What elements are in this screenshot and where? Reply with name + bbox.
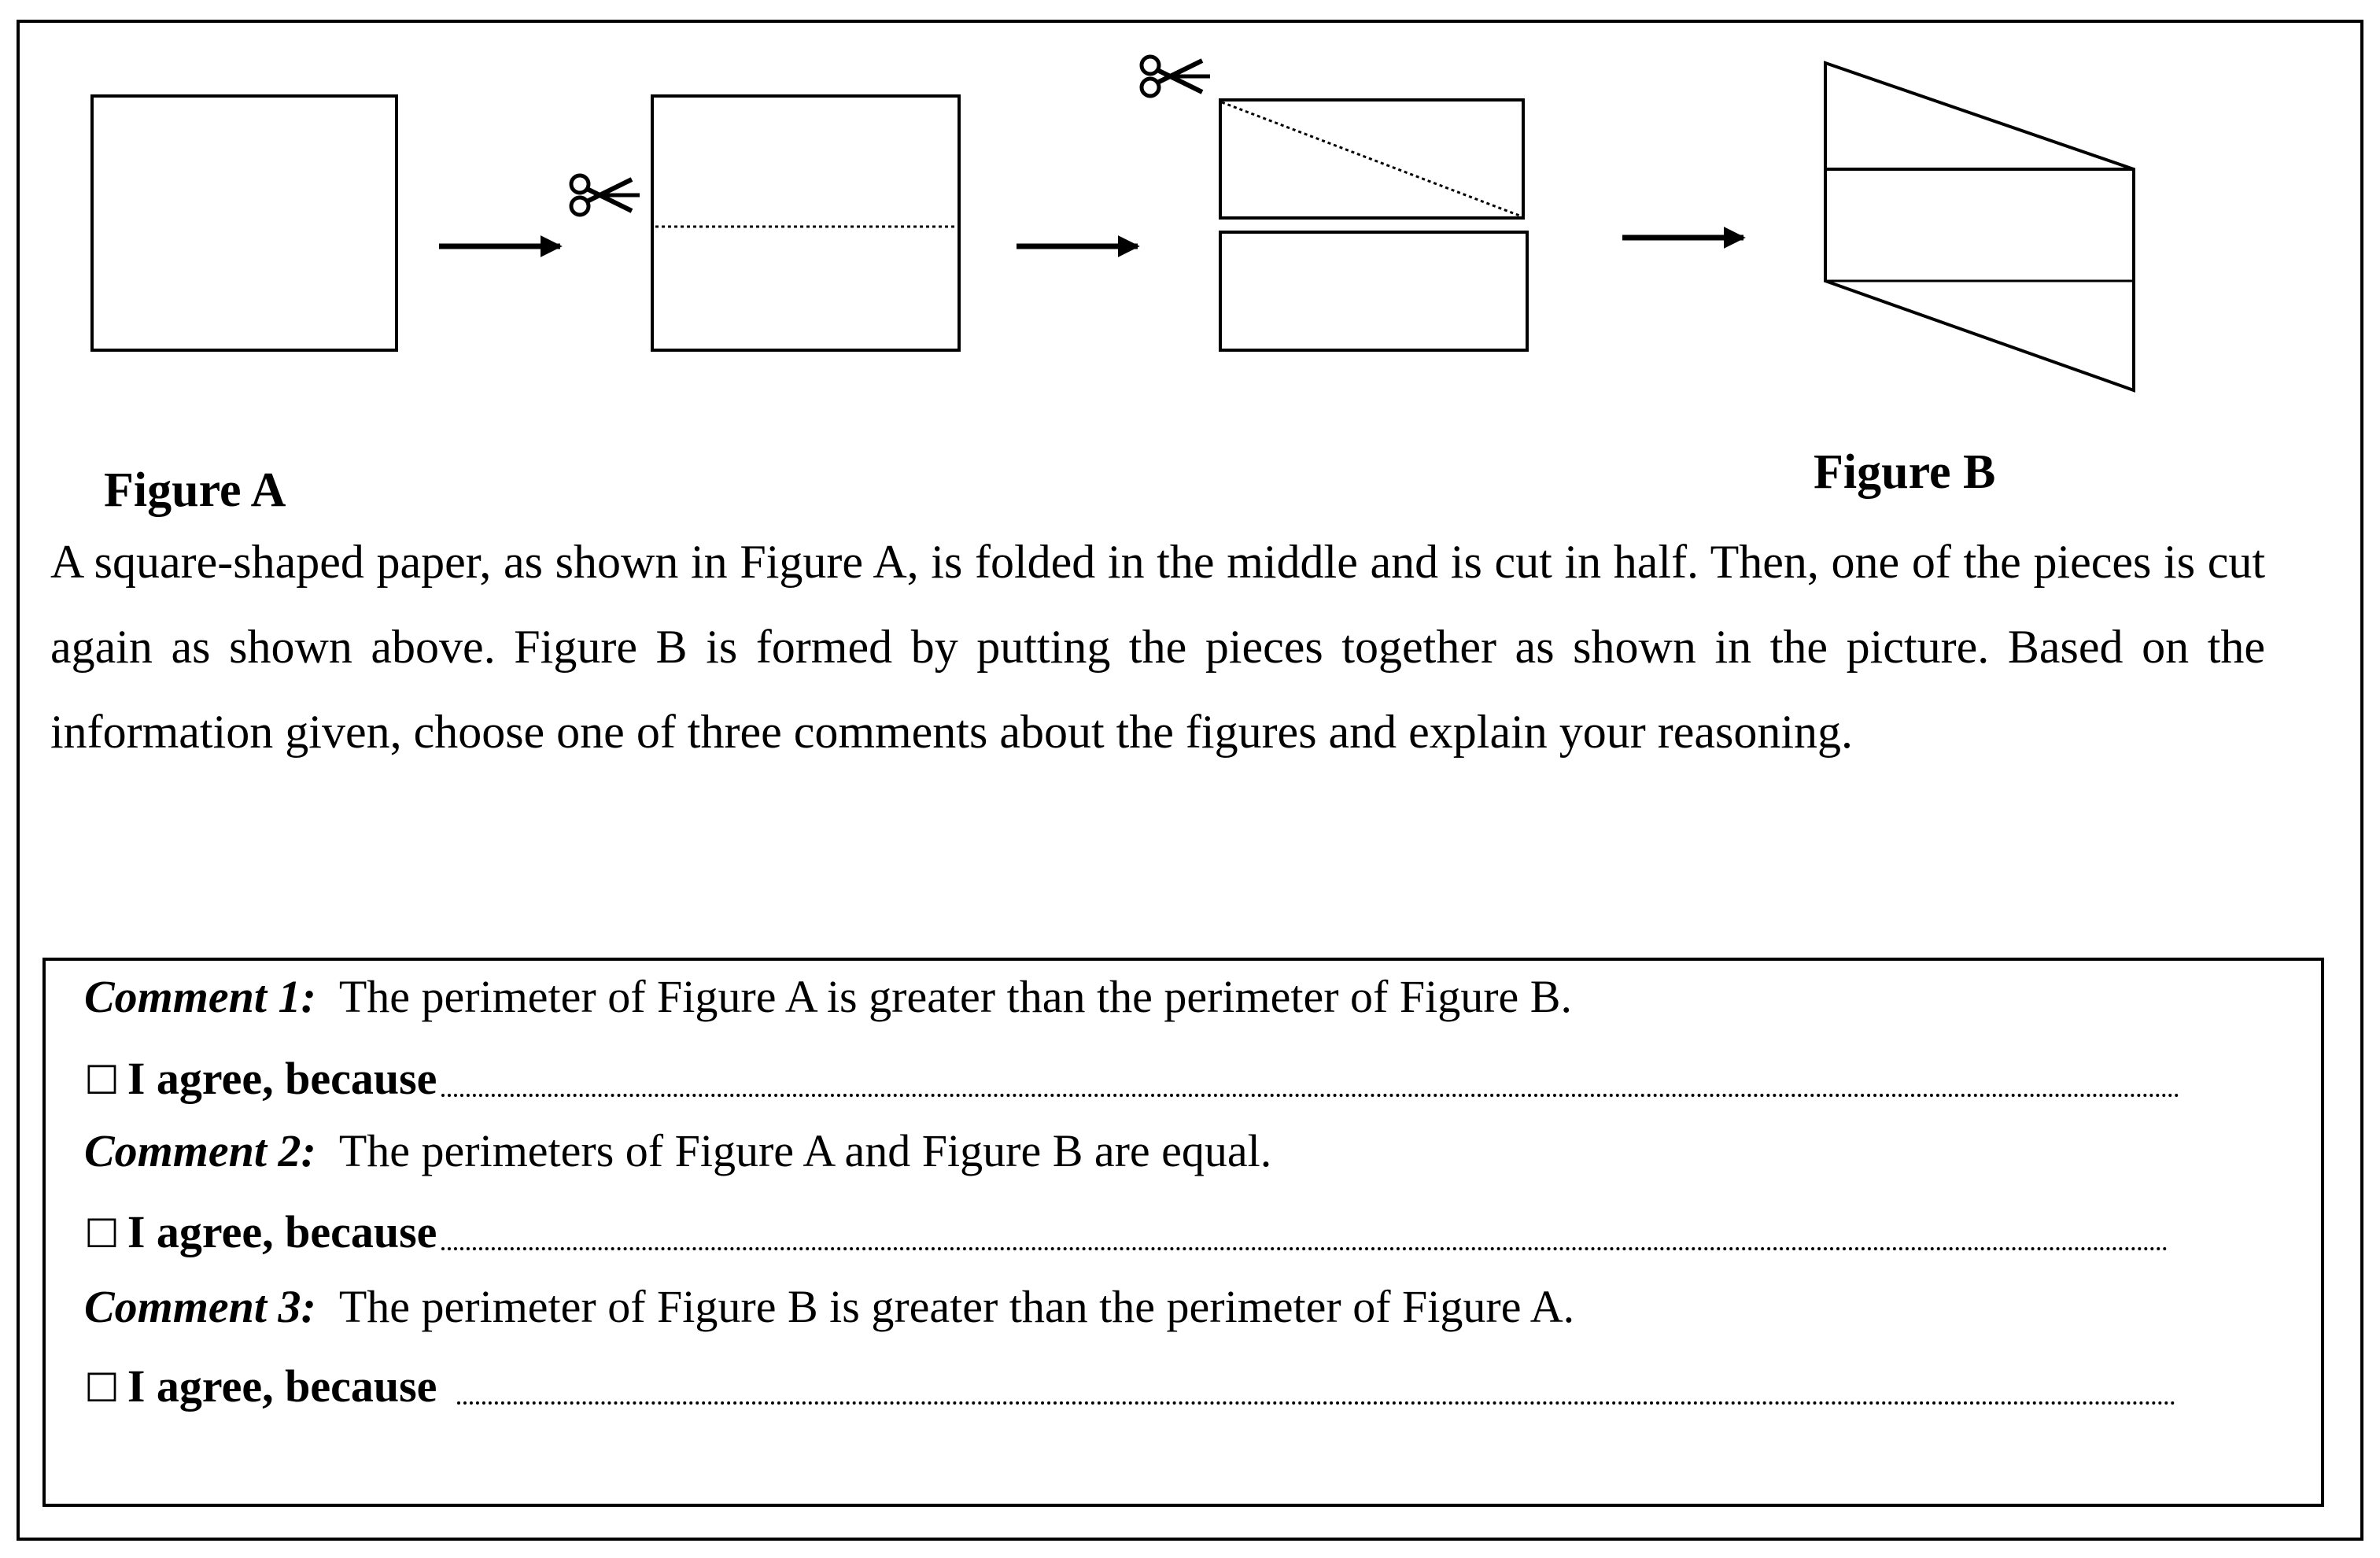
comment-label: Comment 3: bbox=[84, 1281, 316, 1332]
scissors-icon bbox=[571, 175, 640, 215]
problem-prompt: A square-shaped paper, as shown in Figure A, is folded in the middle and is cut in half. Then, one of the pieces is cut again as shown above. Figure B is formed by putting the pieces together as shown in the picture. Based on the information given, choose one of three comments about the figures and explain your reasoning. bbox=[50, 536, 2265, 758]
comment-text: The perimeter of Figure A is greater than the perimeter of Figure B. bbox=[338, 971, 1572, 1022]
comment-text: The perimeters of Figure A and Figure B are equal. bbox=[338, 1125, 1272, 1176]
comment-3 bbox=[84, 1281, 1575, 1332]
answer-line[interactable] bbox=[441, 1247, 2168, 1250]
comment-label: Comment 2: bbox=[84, 1125, 316, 1176]
agree-label: I agree, because bbox=[127, 1360, 437, 1412]
agree-label: I agree, because bbox=[127, 1053, 437, 1104]
comment-text: The perimeter of Figure B is greater than the perimeter of Figure A. bbox=[338, 1281, 1575, 1332]
folded-square bbox=[652, 96, 959, 350]
agree-row-2[interactable] bbox=[84, 1206, 2168, 1257]
agree-row-1[interactable] bbox=[84, 1053, 2180, 1104]
diagonal-cut-line bbox=[1222, 102, 1522, 216]
checkbox[interactable]: ☐ bbox=[84, 1366, 120, 1410]
bottom-half-piece bbox=[1220, 232, 1527, 350]
figure-b-label: Figure B bbox=[1814, 445, 1996, 499]
checkbox[interactable]: ☐ bbox=[84, 1212, 120, 1256]
figure-a-label: Figure A bbox=[104, 463, 286, 517]
comment-1 bbox=[84, 971, 1572, 1022]
answer-line[interactable] bbox=[457, 1401, 2176, 1405]
agree-row-3[interactable] bbox=[84, 1360, 2176, 1412]
agree-label: I agree, because bbox=[127, 1206, 437, 1257]
figure-a-square bbox=[92, 96, 397, 350]
comment-2 bbox=[84, 1125, 1272, 1176]
checkbox[interactable]: ☐ bbox=[84, 1058, 120, 1102]
answer-line[interactable] bbox=[441, 1094, 2180, 1097]
figure-b-shape bbox=[1825, 63, 2134, 390]
scissors-icon bbox=[1142, 57, 1210, 96]
comment-label: Comment 1: bbox=[84, 971, 316, 1022]
folding-diagram bbox=[0, 0, 2380, 504]
